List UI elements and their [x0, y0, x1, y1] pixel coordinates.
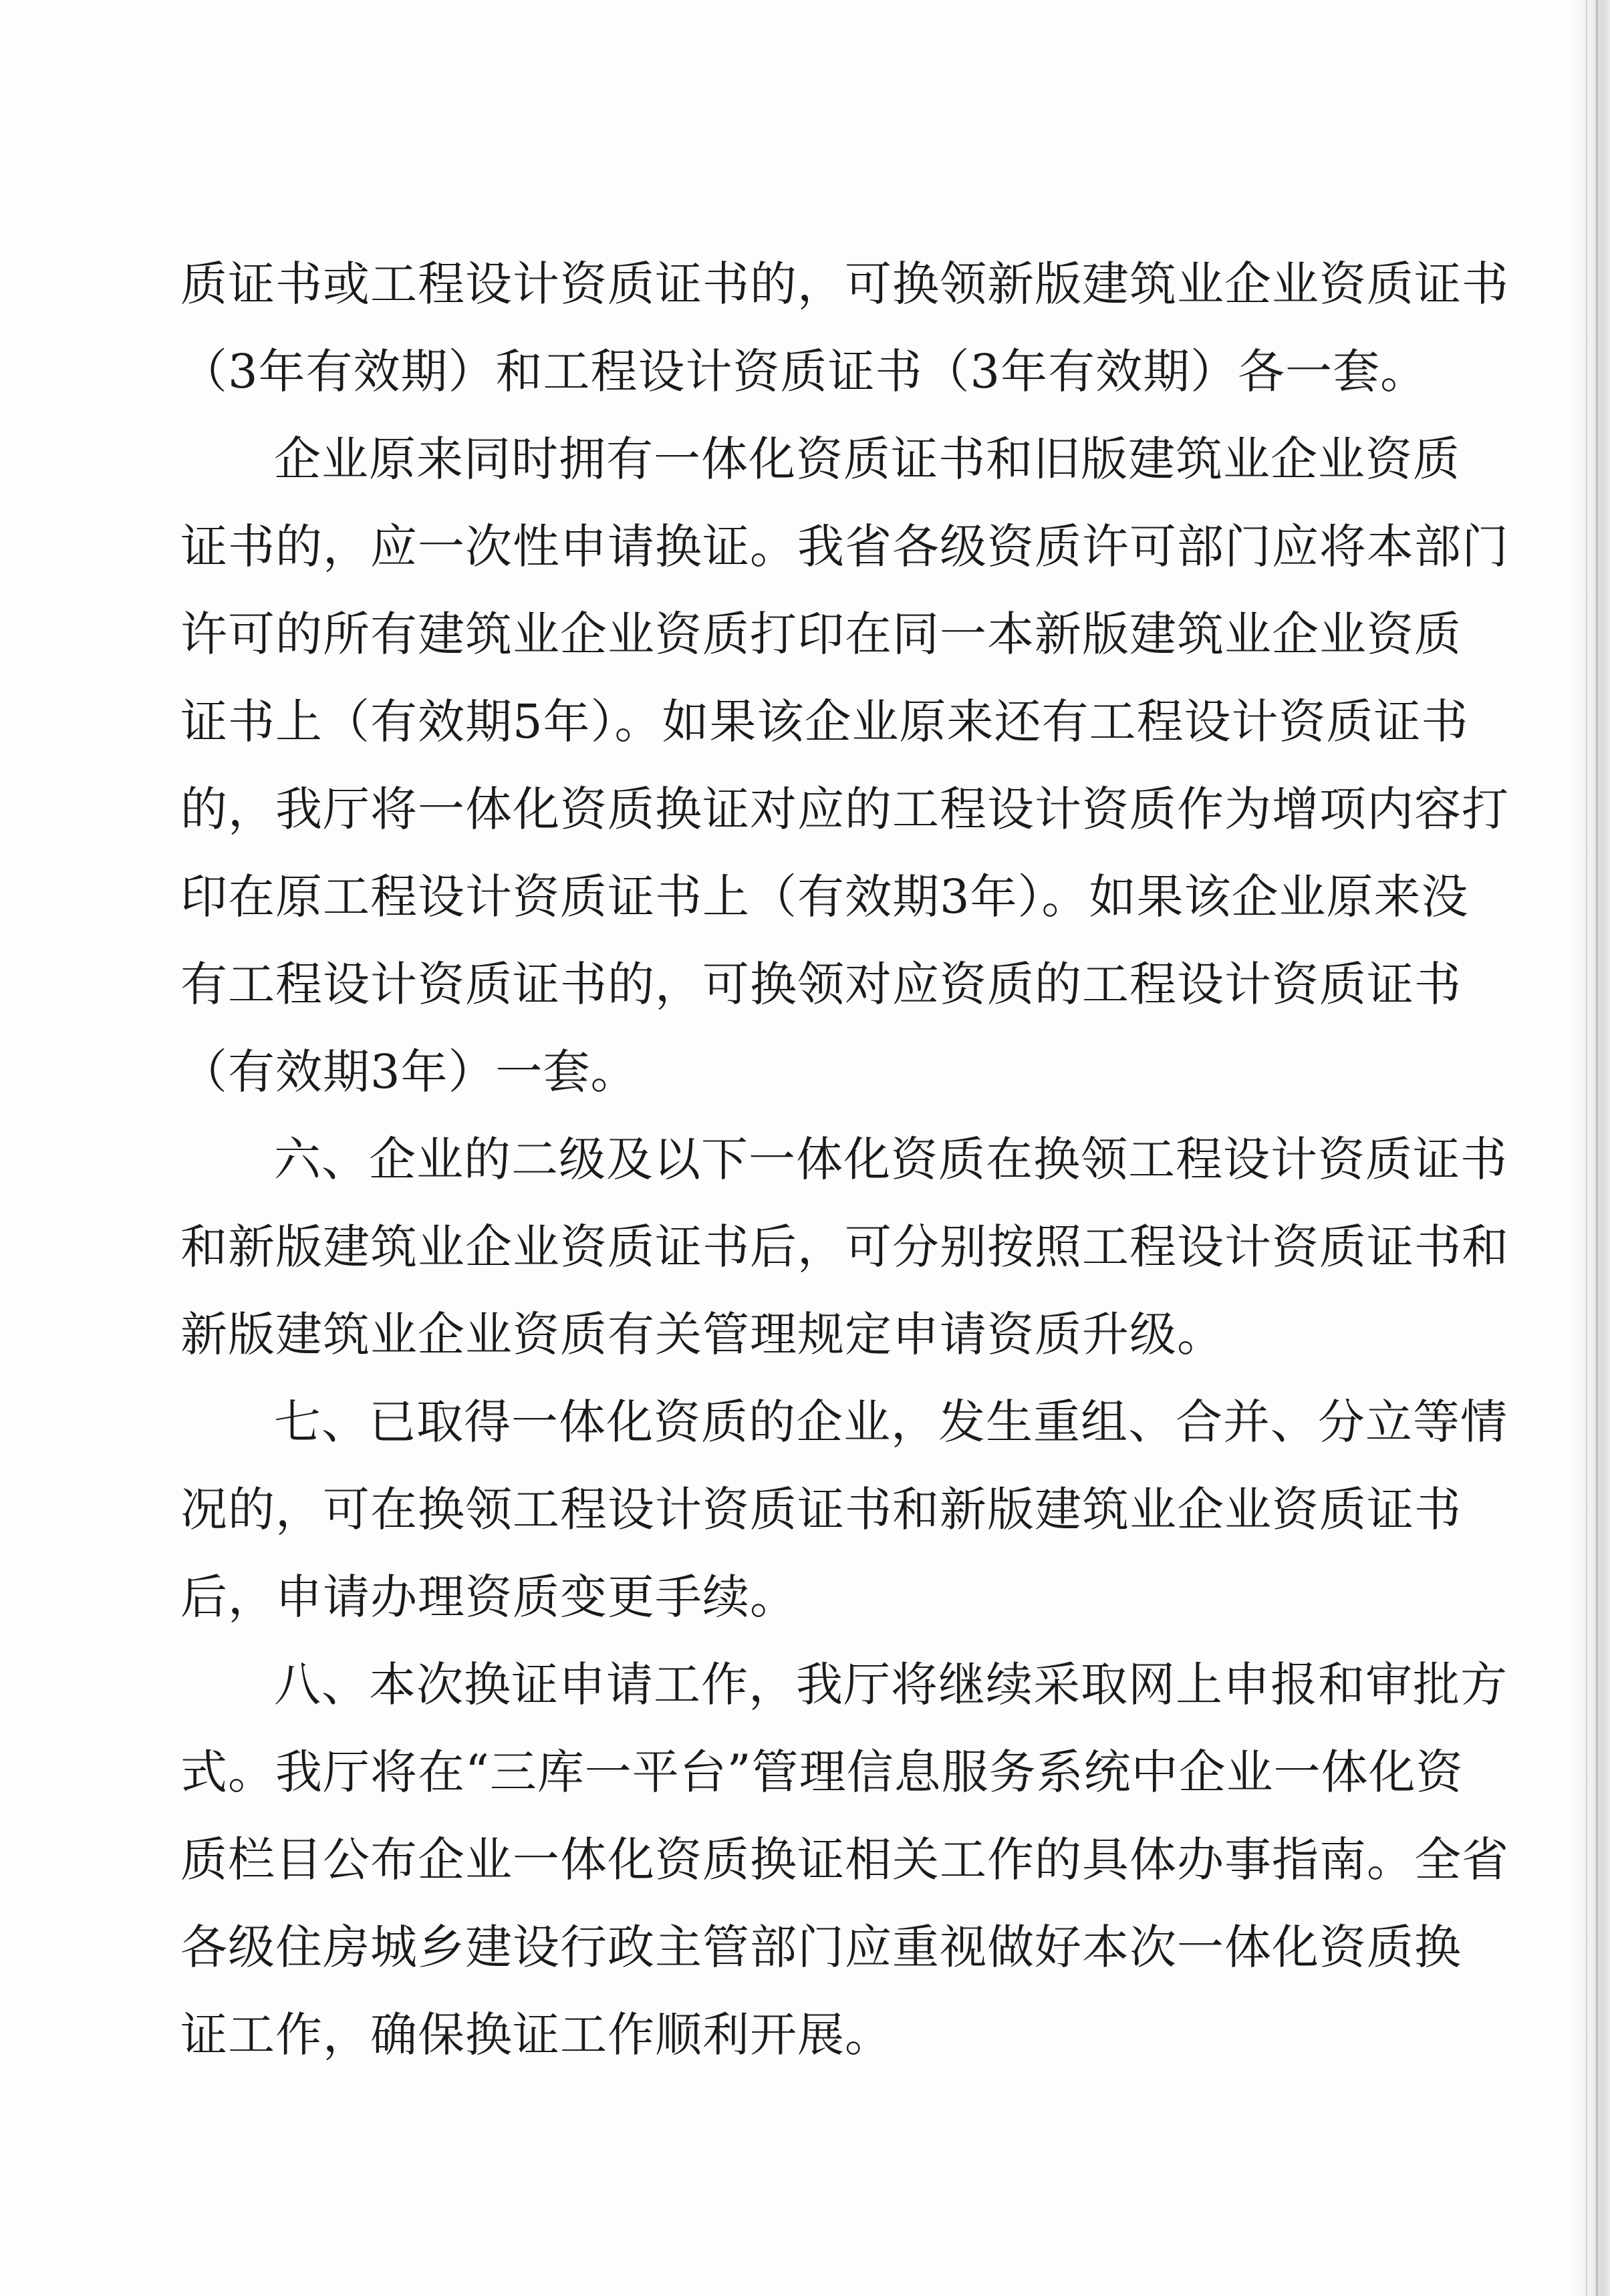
text-line: 和新版建筑业企业资质证书后，可分别按照工程设计资质证书和: [180, 1219, 1509, 1274]
text-line: 式。我厅将在“三库一平台”管理信息服务系统中企业一体化资: [180, 1745, 1464, 1800]
paragraph-item-eight: [180, 1641, 1509, 2079]
text-line: 证工作，确保换证工作顺利开展。: [180, 2007, 892, 2062]
paragraph-certificate-exchange: [180, 416, 1509, 1116]
text-line: 的，我厅将一体化资质换证对应的工程设计资质作为增项内容打: [180, 782, 1509, 837]
text-line: 证书上（有效期5年）。如果该企业原来还有工程设计资质证书: [180, 694, 1469, 749]
text-line: 质证书或工程设计资质证书的，可换领新版建筑业企业资质证书: [180, 257, 1509, 311]
text-line: 六、企业的二级及以下一体化资质在换领工程设计资质证书: [274, 1132, 1508, 1187]
scan-edge-line: [1596, 0, 1598, 2296]
scan-edge-shadow: [1570, 0, 1610, 2296]
text-line: 后，申请办理资质变更手续。: [180, 1570, 797, 1624]
text-line: 企业原来同时拥有一体化资质证书和旧版建筑业企业资质: [274, 432, 1460, 486]
text-line: 八、本次换证申请工作，我厅将继续采取网上申报和审批方: [274, 1657, 1508, 1712]
text-line: 有工程设计资质证书的，可换领对应资质的工程设计资质证书: [180, 957, 1462, 1012]
text-line: 新版建筑业企业资质有关管理规定申请资质升级。: [180, 1307, 1224, 1362]
document-body: [180, 241, 1509, 2079]
text-line: 许可的所有建筑业企业资质打印在同一本新版建筑业企业资质: [180, 607, 1462, 662]
text-line: （有效期3年）一套。: [180, 1044, 638, 1099]
text-line: 七、已取得一体化资质的企业，发生重组、合并、分立等情: [274, 1395, 1508, 1449]
paragraph-item-six: [180, 1116, 1509, 1379]
scan-edge-line-inner: [1586, 0, 1587, 2296]
paragraph-continuation: [180, 241, 1509, 416]
text-line: 印在原工程设计资质证书上（有效期3年）。如果该企业原来没: [180, 869, 1469, 924]
text-line: 质栏目公布企业一体化资质换证相关工作的具体办事指南。全省: [180, 1832, 1509, 1887]
paragraph-item-seven: [180, 1379, 1508, 1641]
text-line: 各级住房城乡建设行政主管部门应重视做好本次一体化资质换: [180, 1920, 1462, 1975]
text-line: （3年有效期）和工程设计资质证书（3年有效期）各一套。: [180, 344, 1428, 399]
text-line: 况的，可在换领工程设计资质证书和新版建筑业企业资质证书: [180, 1482, 1462, 1537]
text-line: 证书的，应一次性申请换证。我省各级资质许可部门应将本部门: [180, 519, 1509, 574]
